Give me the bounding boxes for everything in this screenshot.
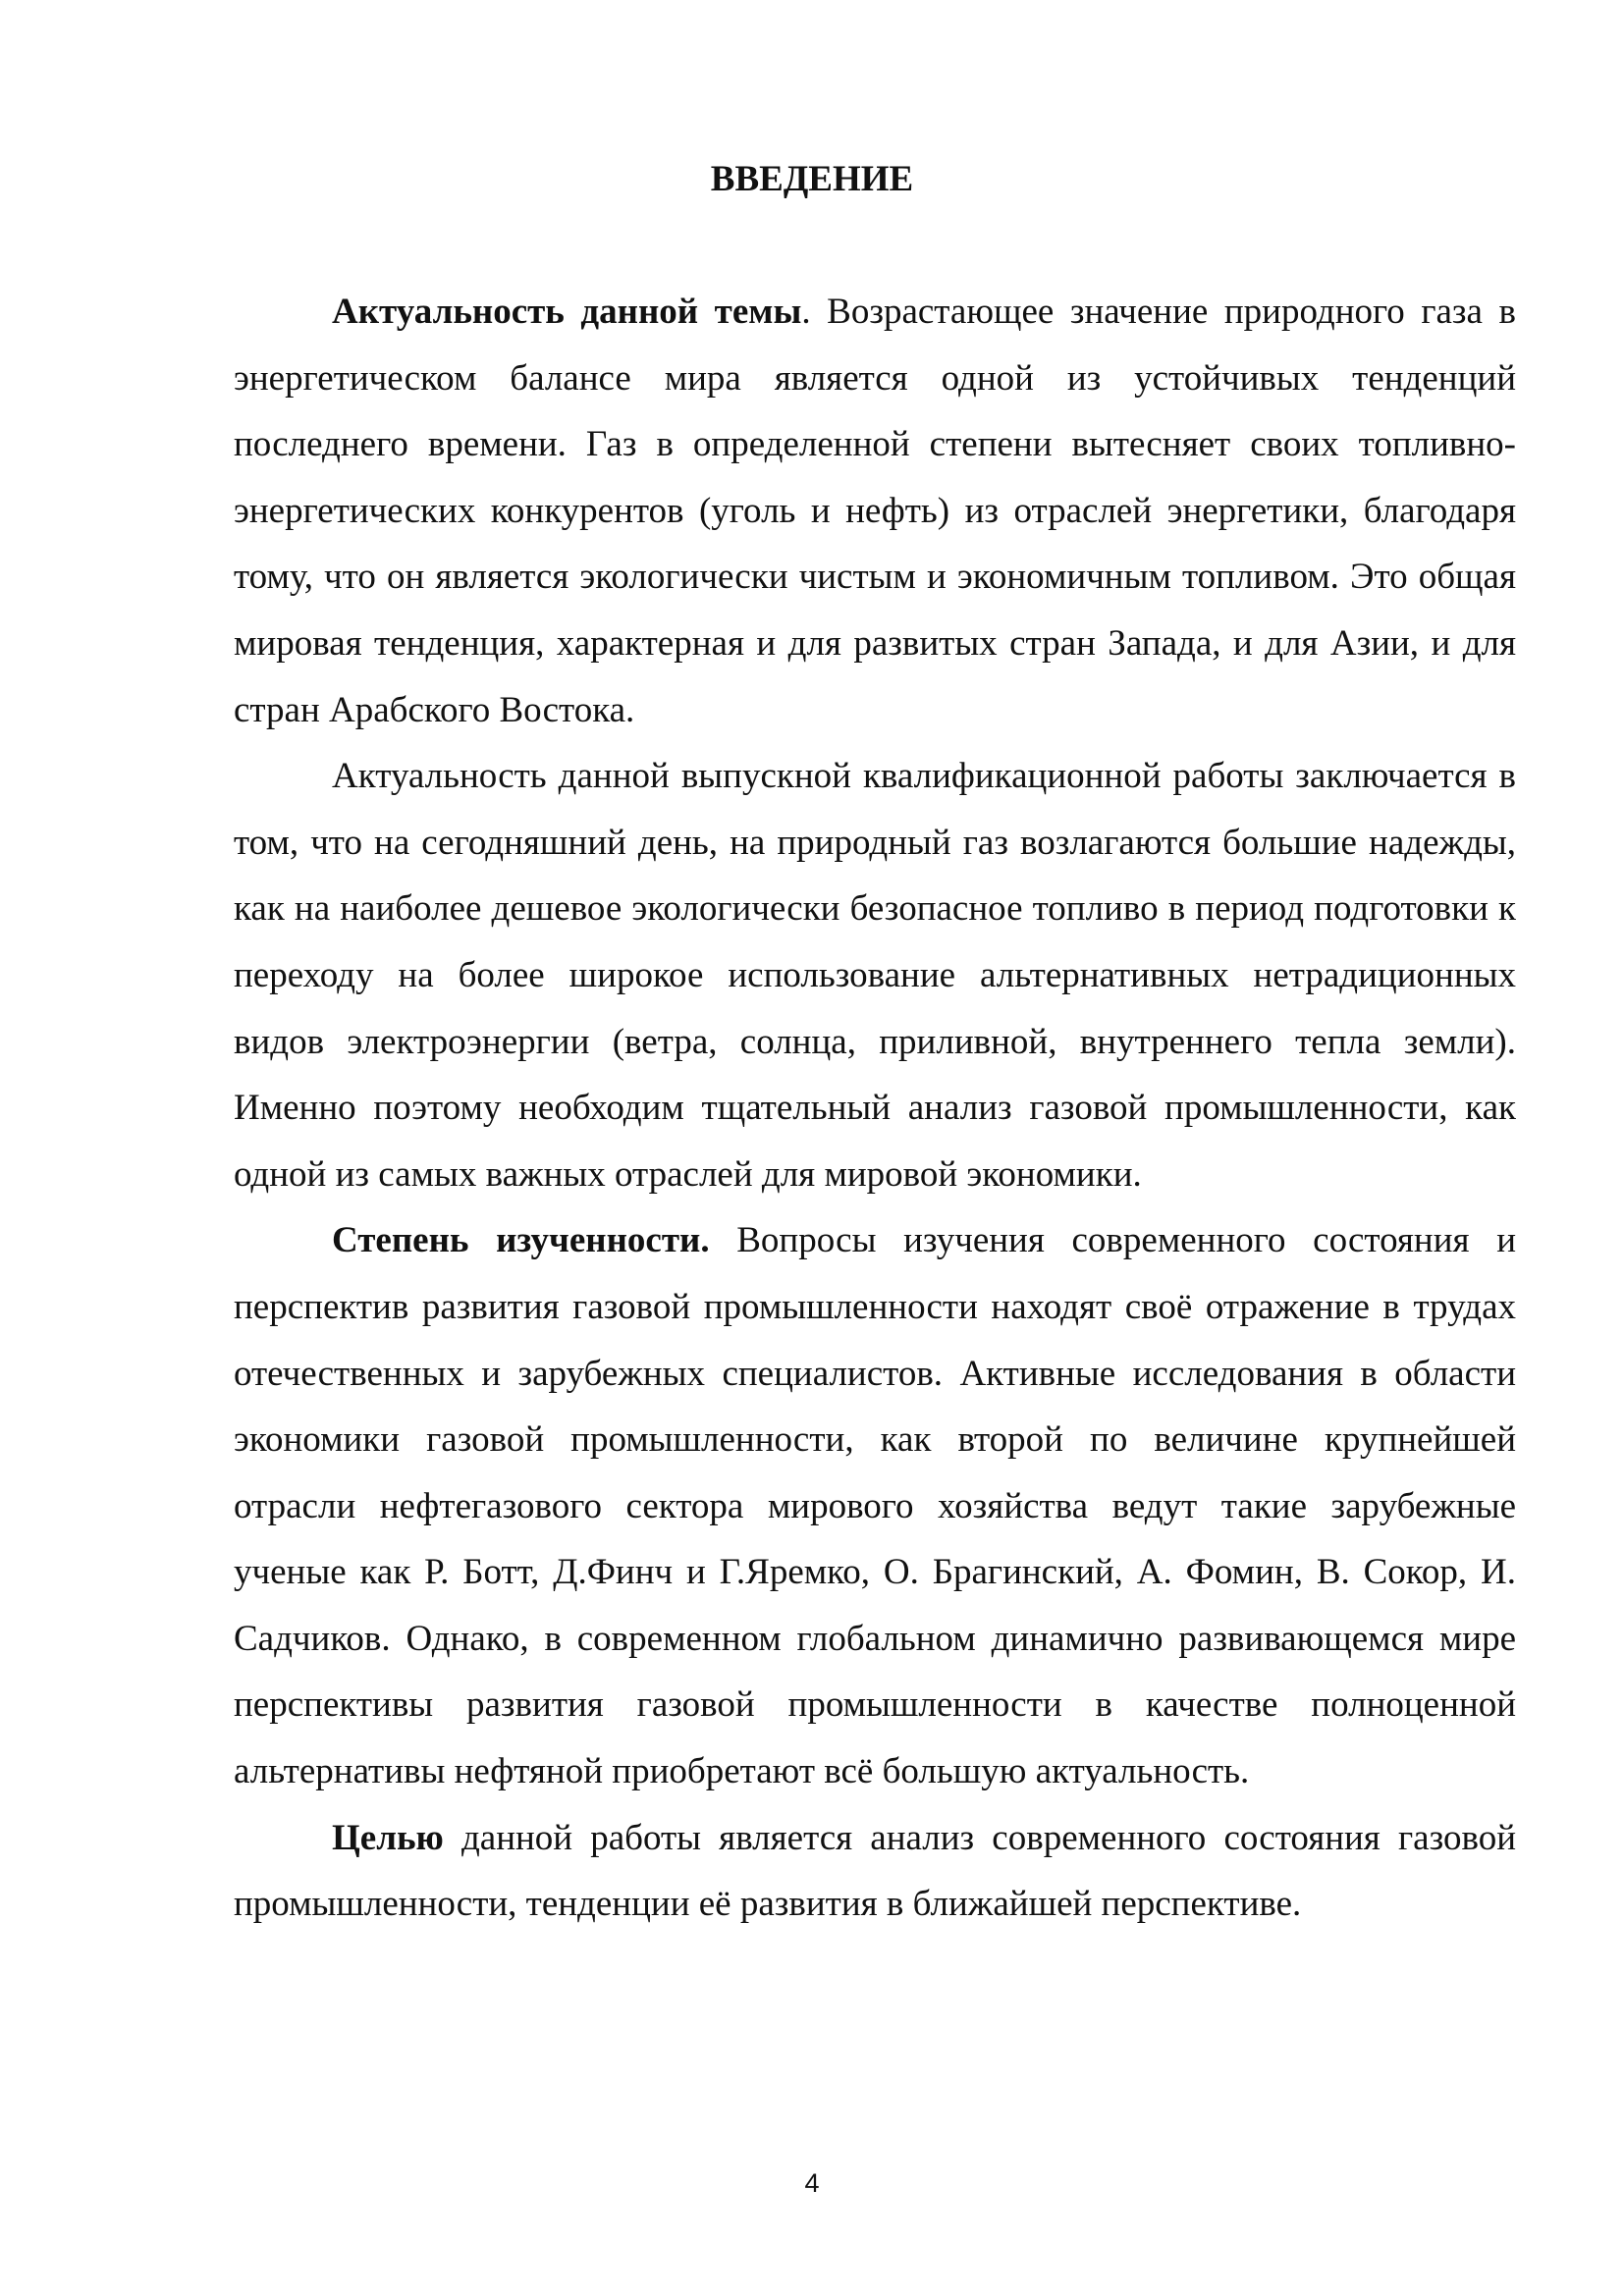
paragraph-relevance xyxy=(234,279,1516,743)
paragraph-text: данной работы является анализ современного состояния газовой промышленности, тенденции её развития в ближайшей перспективе. xyxy=(234,1817,1516,1925)
page-number: 4 xyxy=(804,2168,820,2198)
body-text xyxy=(234,279,1516,1938)
paragraph-text: . Возрастающее значение природного газа в энергетическом балансе мира является одной из устойчивых тенденций последнего времени. Газ в определенной степени вытесняет своих топливно-энергетических конкурентов (уголь и нефть) из отраслей энергетики, благодаря тому, что он является экологически чистым и экономичным топливом. Это общая мировая тенденция, характерная и для развитых стран Запада, и для Азии, и для стран Арабского Востока. xyxy=(234,292,1516,730)
section-heading: ВВЕДЕНИЕ xyxy=(710,159,914,199)
paragraph-bold-lead: Целью xyxy=(332,1817,444,1858)
paragraph-thesis-relevance xyxy=(234,743,1516,1207)
paragraph-goal xyxy=(234,1805,1516,1938)
paragraph-text: Вопросы изучения современного состояния и перспектив развития газовой промышленности находят своё отражение в трудах отечественных и зарубежных специалистов. Активные исследования в области экономики газовой промышленности, как второй по величине крупнейшей отрасли нефтегазового сектора мирового хозяйства ведут такие зарубежные ученые как Р. Ботт, Д.Финч и Г.Яремко, О. Брагинский, А. Фомин, В. Сокор, И. Садчиков. Однако, в современном глобальном динамично развивающемся мире перспективы развития газовой промышленности в качестве полноценной альтернативы нефтяной приобретают всё большую актуальность. xyxy=(234,1220,1516,1792)
paragraph-bold-lead: Актуальность данной темы xyxy=(332,292,802,332)
paragraph-bold-lead: Степень изученности. xyxy=(332,1220,710,1261)
paragraph-degree-of-study xyxy=(234,1207,1516,1804)
paragraph-text: Актуальность данной выпускной квалификационной работы заключается в том, что на сегодняшний день, на природный газ возлагаются большие надежды, как на наиболее дешевое экологически безопасное топливо в период подготовки к переходу на более широкое использование альтернативных нетрадиционных видов электроэнергии (ветра, солнца, приливной, внутреннего тепла земли). Именно поэтому необходим тщательный анализ газовой промышленности, как одной из самых важных отраслей для мировой экономики. xyxy=(234,756,1516,1195)
